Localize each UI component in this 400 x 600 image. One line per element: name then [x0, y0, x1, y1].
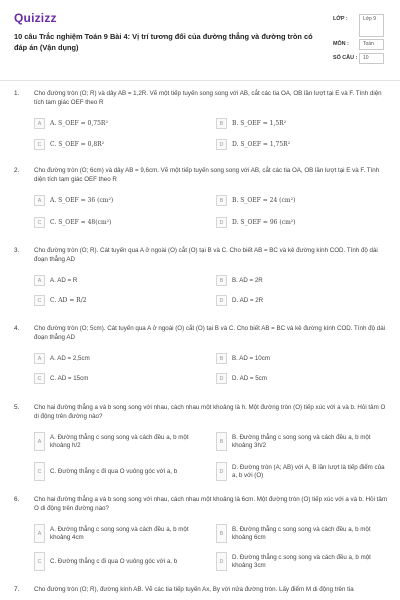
- option-b[interactable]: [216, 353, 390, 364]
- count-label: SỐ CÂU :: [333, 55, 358, 61]
- quizizz-logo: Quizizz: [14, 11, 57, 25]
- question-text: Cho đường tròn (O; R) và dây AB = 1,2R. Vẽ một tiếp tuyến song song với AB, cắt các tia OA, OB lần lượt tại E và F. Tính diện tích tam giác OEF theo R: [34, 90, 382, 106]
- option-text: A. AD = 2,5cm: [50, 354, 90, 362]
- option-text: B. Đường thẳng c song song và cách đều a, b một khoảng 3h/2: [232, 433, 371, 449]
- option-letter-d: D: [216, 217, 227, 228]
- option-letter-a: A: [34, 195, 45, 206]
- option-text: D. Đường thẳng c song song và cách đều a, b một khoảng 3cm: [232, 553, 371, 569]
- question-text: Cho đường tròn (O; 5cm). Cát tuyến qua A ở ngoài (O) cắt (O) tại B và C. Cho biết AB = BC và kẻ đường kính COD. Tính độ dài đoạn thẳng AD: [34, 325, 386, 341]
- option-text: B. Đường thẳng c song song và cách đều a, b một khoảng 6cm: [232, 525, 371, 541]
- option-c[interactable]: [34, 139, 204, 150]
- worksheet-title: 10 câu Trắc nghiệm Toán 9 Bài 4: Vị trí tương đối của đường thẳng và đường tròn có đáp án (Vận dụng): [14, 32, 313, 52]
- option-text: C. S_OEF = 48(cm²): [50, 218, 112, 226]
- option-letter-d: D: [216, 373, 227, 384]
- question-number: 2.: [14, 167, 20, 174]
- option-a[interactable]: [34, 353, 204, 364]
- option-letter-c: C: [34, 295, 45, 306]
- option-letter-b: B: [216, 524, 227, 543]
- question-text: Cho hai đường thẳng a và b song song với nhau, cách nhau một khoảng là 6cm. Một đường tròn (O) tiếp xúc với a và b. Hỏi tâm O di động trên đường nào?: [34, 496, 387, 512]
- option-letter-c: C: [34, 139, 45, 150]
- option-letter-b: B: [216, 275, 227, 286]
- option-text: D. S_OEF = 1,75R²: [232, 140, 291, 148]
- option-text: C. AD = R/2: [50, 296, 87, 304]
- option-letter-b: B: [216, 118, 227, 129]
- option-a[interactable]: [34, 524, 204, 543]
- option-letter-d: D: [216, 295, 227, 306]
- option-d[interactable]: [216, 139, 390, 150]
- grade-label: LỚP :: [333, 16, 348, 22]
- option-text: D. AD = 5cm: [232, 374, 267, 382]
- question-number: 5.: [14, 404, 20, 411]
- option-d[interactable]: [216, 217, 390, 228]
- option-text: C. Đường thẳng c đi qua O vuông góc với a, b: [50, 557, 178, 565]
- option-a[interactable]: [34, 118, 204, 129]
- option-b[interactable]: [216, 118, 390, 129]
- option-text: D. Đường tròn (A; AB) với A, B lần lượt là tiếp điểm của a, b với (O): [232, 463, 385, 479]
- count-row: [333, 53, 389, 66]
- option-text: B. S_OEF = 1,5R²: [232, 119, 287, 127]
- option-a[interactable]: [34, 195, 204, 206]
- option-c[interactable]: [34, 295, 204, 306]
- subject-value: Toán: [359, 39, 384, 50]
- option-d[interactable]: [216, 295, 390, 306]
- option-text: B. S_OEF = 24 (cm²): [232, 196, 296, 204]
- option-text: A. Đường thẳng c song song và cách đều a, b một khoảng h/2: [50, 433, 189, 449]
- option-c[interactable]: [34, 373, 204, 384]
- option-text: B. AD = 2R: [232, 276, 263, 284]
- option-letter-d: D: [216, 462, 227, 481]
- subject-row: [333, 39, 389, 52]
- option-b[interactable]: [216, 524, 390, 543]
- worksheet-header: [0, 0, 400, 78]
- option-letter-b: B: [216, 353, 227, 364]
- option-d[interactable]: [216, 552, 390, 571]
- option-letter-b: B: [216, 432, 227, 451]
- option-letter-c: C: [34, 552, 45, 571]
- option-letter-a: A: [34, 275, 45, 286]
- option-text: A. AD = R: [50, 276, 78, 284]
- option-a[interactable]: [34, 275, 204, 286]
- option-letter-a: A: [34, 353, 45, 364]
- option-d[interactable]: [216, 373, 390, 384]
- question-number: 1.: [14, 90, 20, 97]
- question-number: 3.: [14, 247, 20, 254]
- option-a[interactable]: [34, 432, 204, 451]
- option-text: C. S_OEF = 0,8R²: [50, 140, 105, 148]
- question-text: Cho đường tròn (O; 6cm) và dây AB = 9,6cm. Vẽ một tiếp tuyến song song với AB, cắt các tia OA, OB lần lượt tại E và F. Tính diện tích tam giác OEF theo R: [34, 167, 380, 183]
- question-text: Cho đường tròn (O; R), đường kính AB. Vẽ các tia tiếp tuyến Ax, By với nửa đường tròn. Lấy điểm M di động trên tia: [34, 586, 354, 593]
- option-letter-d: D: [216, 139, 227, 150]
- question-number: 6.: [14, 496, 20, 503]
- question-text: Cho hai đường thẳng a và b song song với nhau, cách nhau một khoảng là h. Một đường tròn (O) tiếp xúc với a và b. Hỏi tâm O di động trên đường nào?: [34, 404, 386, 420]
- option-text: D. S_OEF = 96 (cm²): [232, 218, 296, 226]
- option-letter-a: A: [34, 432, 45, 451]
- option-b[interactable]: [216, 432, 390, 451]
- option-text: A. S_OEF = 0,75R²: [50, 119, 108, 127]
- option-b[interactable]: [216, 275, 390, 286]
- option-text: A. Đường thẳng c song song và cách đều a, b một khoảng 4cm: [50, 525, 189, 541]
- option-text: D. AD = 2R: [232, 296, 264, 304]
- question-number: 4.: [14, 325, 20, 332]
- option-c[interactable]: [34, 217, 204, 228]
- option-letter-a: A: [34, 524, 45, 543]
- grade-value: Lớp 9: [359, 14, 384, 37]
- option-c[interactable]: [34, 462, 204, 481]
- option-c[interactable]: [34, 552, 204, 571]
- option-b[interactable]: [216, 195, 390, 206]
- option-letter-c: C: [34, 462, 45, 481]
- question-text: Cho đường tròn (O; R). Cát tuyến qua A ở ngoài (O) cắt (O) tại B và C. Cho biết AB = BC và kẻ đường kính COD. Tính độ dài đoạn thẳng AD: [34, 247, 378, 263]
- option-letter-c: C: [34, 217, 45, 228]
- option-text: C. AD = 15cm: [50, 374, 89, 382]
- option-letter-d: D: [216, 552, 227, 571]
- header-divider: [0, 80, 400, 81]
- question-number: 7.: [14, 586, 20, 593]
- worksheet-meta: [333, 14, 389, 66]
- subject-label: MÔN :: [333, 41, 349, 47]
- option-text: A. S_OEF = 36 (cm²): [50, 196, 114, 204]
- count-value: 10: [359, 53, 384, 64]
- option-letter-b: B: [216, 195, 227, 206]
- option-text: C. Đường thẳng c đi qua O vuông góc với a, b: [50, 467, 178, 475]
- option-letter-c: C: [34, 373, 45, 384]
- option-d[interactable]: [216, 462, 390, 481]
- option-text: B. AD = 10cm: [232, 354, 271, 362]
- option-letter-a: A: [34, 118, 45, 129]
- grade-row: [333, 14, 389, 37]
